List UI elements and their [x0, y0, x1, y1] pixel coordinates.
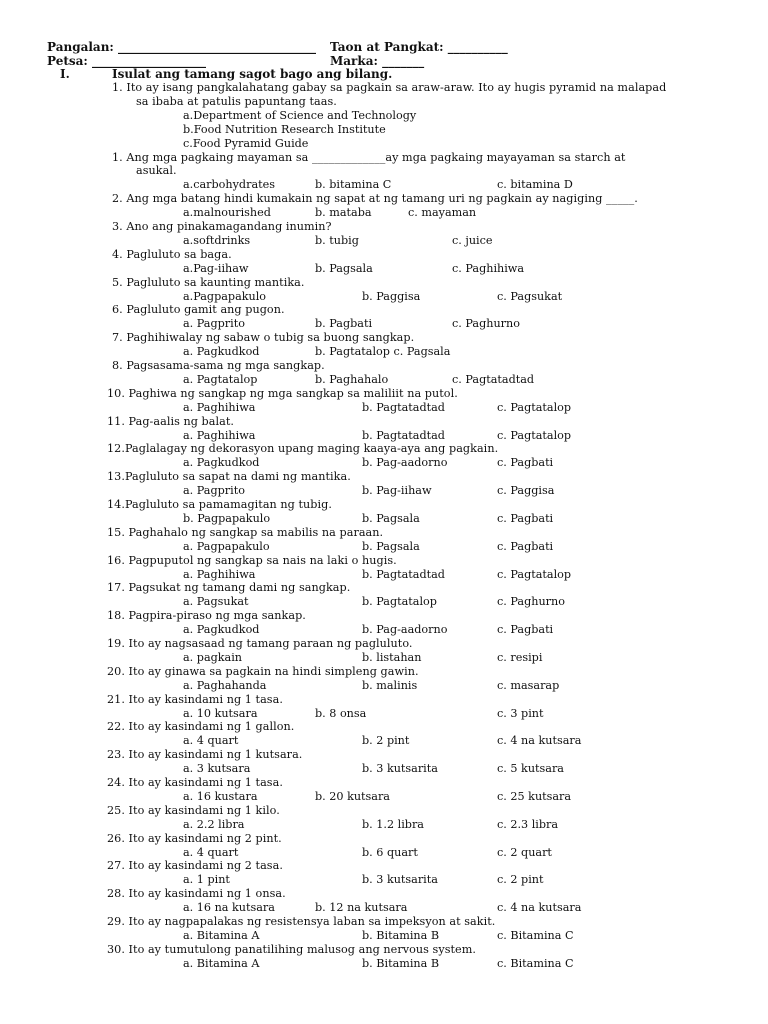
answer-choice: b. Pagbati: [315, 317, 373, 331]
answer-choice: c. Pagbati: [497, 456, 554, 470]
answer-choice: a. 10 kutsara: [183, 706, 258, 720]
answer-choice: a. Bitamina A: [183, 956, 260, 970]
question-text: 26. Ito ay kasindami ng 2 pint.: [107, 831, 282, 845]
section-numeral: I.: [60, 67, 70, 81]
question-text: 11. Pag-aalis ng balat.: [107, 414, 234, 428]
question-text: 28. Ito ay kasindami ng 1 onsa.: [107, 887, 286, 901]
question-text: 16. Pagpuputol ng sangkap sa nais na laki o hugis.: [107, 553, 397, 567]
question-text: asukal.: [136, 164, 177, 178]
answer-choice: c. 2 pint: [497, 873, 544, 887]
answer-choice: b. Bitamina B: [362, 956, 440, 970]
question-text: 17. Pagsukat ng tamang dami ng sangkap.: [107, 581, 351, 595]
answer-choice: a. Pagkudkod: [183, 623, 260, 637]
answer-choice: a.malnourished: [183, 206, 271, 220]
answer-choice: b.Food Nutrition Research Institute: [183, 122, 386, 136]
answer-choice: b. 1.2 libra: [362, 817, 424, 831]
question-text: 5. Pagluluto sa kaunting mantika.: [112, 275, 305, 289]
answer-choice: b. Pagtatadtad: [362, 400, 445, 414]
answer-choice: b. 12 na kutsara: [315, 901, 408, 915]
answer-choice: c. masarap: [497, 678, 560, 692]
answer-choice: c. Pagtatadtad: [452, 372, 535, 386]
marka-field: Marka: _______: [330, 54, 425, 68]
answer-choice: a. Pagtatalop: [183, 372, 258, 386]
answer-choice: c. bitamina D: [497, 178, 573, 192]
answer-choice: c. 4 na kutsara: [497, 901, 582, 915]
answer-choice: c. 4 na kutsara: [497, 734, 582, 748]
answer-choice: c. Bitamina C: [497, 928, 574, 942]
answer-choice: b. Paggisa: [362, 289, 421, 303]
answer-choice: a. Paghihiwa: [183, 428, 256, 442]
petsa-field: Petsa: ___________________: [47, 54, 207, 68]
question-text: 24. Ito ay kasindami ng 1 tasa.: [107, 776, 283, 789]
answer-choice: c. 5 kutsara: [497, 762, 564, 776]
question-text: 14.Pagluluto sa pamamagitan ng tubig.: [107, 498, 332, 511]
answer-choice: a.softdrinks: [183, 233, 251, 247]
answer-choice: b. Pag-aadorno: [362, 623, 448, 637]
question-text: 6. Pagluluto gamit ang pugon.: [112, 303, 285, 317]
question-text: 18. Pagpira-piraso ng mga sankap.: [107, 609, 306, 623]
question-text: 21. Ito ay kasindami ng 1 tasa.: [107, 692, 283, 706]
answer-choice: a. 16 na kutsara: [183, 901, 275, 915]
answer-choice: c. 3 pint: [497, 706, 544, 720]
question-text: 20. Ito ay ginawa sa pagkain na hindi simpleng gawin.: [107, 664, 419, 678]
answer-choice: a. pagkain: [183, 650, 243, 664]
question-text: 29. Ito ay nagpapalakas ng resistensya laban sa impeksyon at sakit.: [107, 915, 496, 928]
answer-choice: a. Pagprito: [183, 484, 245, 498]
answer-choice: b. listahan: [362, 650, 422, 664]
answer-choice: b. Pagpapakulo: [183, 511, 271, 525]
answer-choice: b. Paghahalo: [315, 372, 389, 386]
answer-choice: c. Paghurno: [452, 317, 520, 331]
answer-choice: b. Pag-iihaw: [362, 484, 432, 498]
answer-choice: a. Pagkudkod: [183, 345, 260, 359]
question-text: 25. Ito ay kasindami ng 1 kilo.: [107, 803, 280, 817]
answer-choice: b. Pagtatalop c. Pagsala: [315, 345, 451, 359]
answer-choice: b. bitamina C: [315, 178, 392, 192]
answer-choice: c. 25 kutsara: [497, 789, 572, 803]
answer-choice: a. Pagsukat: [183, 595, 249, 609]
question-text: 1. Ito ay isang pangkalahatang gabay sa pagkain sa araw-araw. Ito ay hugis pyramid na malapad: [112, 81, 667, 94]
question-text: sa ibaba at patulis papuntang taas.: [136, 94, 337, 108]
answer-choice: c. resipi: [497, 650, 543, 664]
question-text: 22. Ito ay kasindami ng 1 gallon.: [107, 720, 295, 734]
answer-choice: b. 2 pint: [362, 734, 410, 748]
answer-choice: b. 3 kutsarita: [362, 873, 438, 887]
answer-choice: a. Bitamina A: [183, 928, 260, 942]
answer-choice: b. mataba: [315, 206, 372, 220]
question-text: 30. Ito ay tumutulong panatilihing malusog ang nervous system.: [107, 942, 476, 956]
answer-choice: a. 4 quart: [183, 845, 239, 859]
question-text: 8. Pagsasama-sama ng mga sangkap.: [112, 359, 325, 372]
answer-choice: a. 4 quart: [183, 734, 239, 748]
answer-choice: c. mayaman: [408, 206, 477, 220]
question-text: 23. Ito ay kasindami ng 1 kutsara.: [107, 748, 303, 762]
answer-choice: a.Department of Science and Technology: [183, 108, 417, 122]
answer-choice: b. Pagsala: [362, 511, 420, 525]
question-text: 12.Paglalagay ng dekorasyon upang maging kaaya-aya ang pagkain.: [107, 442, 499, 456]
answer-choice: c. Pagtatalop: [497, 567, 572, 581]
answer-choice: a. Pagpapakulo: [183, 539, 270, 553]
answer-choice: c. 2 quart: [497, 845, 552, 859]
answer-choice: a. 1 pint: [183, 873, 230, 887]
answer-choice: b. Pagtatadtad: [362, 567, 445, 581]
answer-choice: a. Paghahanda: [183, 678, 267, 692]
answer-choice: b. 8 onsa: [315, 706, 367, 720]
answer-choice: c. Pagbati: [497, 511, 554, 525]
answer-choice: b. Pagtatalop: [362, 595, 437, 609]
answer-choice: c. Paghurno: [497, 595, 565, 609]
question-text: 13.Pagluluto sa sapat na dami ng mantika.: [107, 470, 351, 484]
answer-choice: a.Pag-iihaw: [183, 261, 249, 275]
answer-choice: c. 2.3 libra: [497, 817, 559, 831]
answer-choice: a. Paghihiwa: [183, 400, 256, 414]
answer-choice: c. Pagtatalop: [497, 428, 572, 442]
answer-choice: b. malinis: [362, 678, 418, 692]
section-instruction: Isulat ang tamang sagot bago ang bilang.: [112, 67, 393, 81]
question-text: 10. Paghiwa ng sangkap ng mga sangkap sa maliliit na putol.: [107, 386, 458, 400]
question-text: 19. Ito ay nagsasaad ng tamang paraan ng pagluluto.: [107, 637, 413, 650]
answer-choice: c. Paghihiwa: [452, 261, 525, 275]
answer-choice: b. 3 kutsarita: [362, 762, 438, 776]
answer-choice: c. Pagsukat: [497, 289, 563, 303]
answer-choice: a. Paghihiwa: [183, 567, 256, 581]
answer-choice: a. 2.2 libra: [183, 817, 245, 831]
answer-choice: c.Food Pyramid Guide: [183, 136, 309, 150]
taon-pangkat-field: Taon at Pangkat: __________: [330, 40, 508, 54]
question-text: 27. Ito ay kasindami ng 2 tasa.: [107, 859, 283, 873]
answer-choice: c. Pagbati: [497, 623, 554, 637]
answer-choice: b. Pag-aadorno: [362, 456, 448, 470]
question-text: 1. Ang mga pagkaing mayaman sa _____________ay mga pagkaing mayayaman sa starch at: [112, 150, 626, 164]
answer-choice: c. Bitamina C: [497, 956, 574, 970]
pangalan-field: Pangalan: _________________________________: [47, 40, 317, 54]
answer-choice: b. Pagsala: [362, 539, 420, 553]
answer-choice: a.carbohydrates: [183, 178, 275, 192]
question-text: 4. Pagluluto sa baga.: [112, 247, 232, 261]
answer-choice: b. tubig: [315, 233, 359, 247]
answer-choice: a. 16 kustara: [183, 789, 258, 803]
answer-choice: b. Pagtatadtad: [362, 428, 445, 442]
answer-choice: b. Pagsala: [315, 261, 373, 275]
answer-choice: c. juice: [452, 233, 493, 247]
question-text: 2. Ang mga batang hindi kumakain ng sapat at ng tamang uri ng pagkain ay nagiging _____.: [112, 192, 638, 206]
answer-choice: a.Pagpapakulo: [183, 289, 267, 303]
question-text: 7. Paghihiwalay ng sabaw o tubig sa buong sangkap.: [112, 331, 415, 345]
answer-choice: c. Pagbati: [497, 539, 554, 553]
answer-choice: a. 3 kutsara: [183, 762, 251, 776]
answer-choice: b. Bitamina B: [362, 928, 440, 942]
answer-choice: b. 6 quart: [362, 845, 418, 859]
answer-choice: a. Pagkudkod: [183, 456, 260, 470]
question-text: 15. Paghahalo ng sangkap sa mabilis na paraan.: [107, 525, 384, 539]
answer-choice: c. Paggisa: [497, 484, 555, 498]
answer-choice: a. Pagprito: [183, 317, 245, 331]
answer-choice: b. 20 kutsara: [315, 789, 390, 803]
question-text: 3. Ano ang pinakamagandang inumin?: [112, 220, 332, 233]
answer-choice: c. Pagtatalop: [497, 400, 572, 414]
